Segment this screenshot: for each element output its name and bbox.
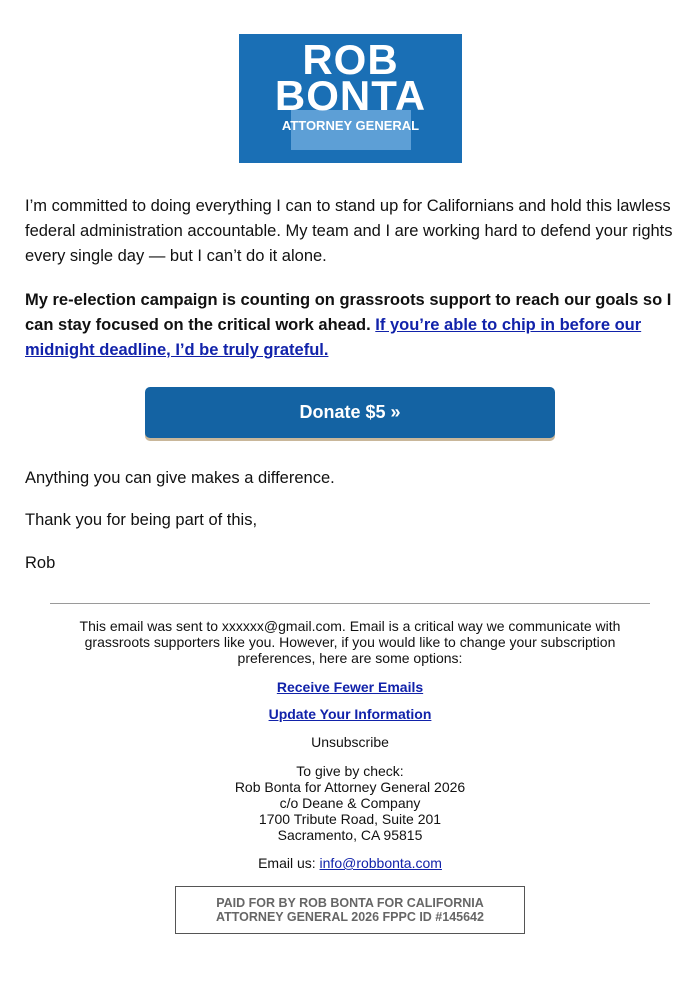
- email-us-label: Email us:: [258, 855, 316, 871]
- disclaimer-line-2: ATTORNEY GENERAL 2026 FPPC ID #145642: [216, 910, 484, 924]
- paid-for-disclaimer: [175, 886, 525, 934]
- chip-in-link[interactable]: If you’re able to chip in before our midnight deadline, I’d be truly grateful.: [25, 316, 642, 359]
- address-line-3: 1700 Tribute Road, Suite 201: [258, 811, 442, 827]
- update-info-row: [50, 706, 650, 722]
- signature: Rob: [25, 554, 56, 572]
- logo-office: ATTORNEY GENERAL: [281, 118, 420, 133]
- address-line-2: c/o Deane & Company: [279, 795, 421, 811]
- address-line-1: Rob Bonta for Attorney General 2026: [234, 779, 466, 795]
- address-line-4: Sacramento, CA 95815: [277, 827, 423, 843]
- donate-button[interactable]: Donate $5 »: [145, 387, 555, 438]
- fewer-emails-row: [50, 679, 650, 695]
- email-us-row: [50, 855, 650, 871]
- appeal-paragraph: [25, 288, 675, 363]
- footer-intro: This email was sent to xxxxxx@gmail.com. Email is a critical way we communicate with grassroots supporters like you. However, if you would like to change your subscription preferences, here are some options:: [79, 618, 621, 666]
- campaign-logo: [239, 34, 462, 163]
- intro-paragraph: I’m committed to doing everything I can to stand up for Californians and hold this lawless federal administration accountable. My team and I are working hard to defend your rights every single day — but I can’t do it alone.: [25, 197, 673, 265]
- receive-fewer-emails-link[interactable]: Receive Fewer Emails: [276, 679, 424, 695]
- unsubscribe-link[interactable]: Unsubscribe: [311, 734, 389, 750]
- check-heading: To give by check:: [296, 763, 404, 779]
- logo-first-name: ROB: [302, 36, 399, 83]
- disclaimer-line-1: PAID FOR BY ROB BONTA FOR CALIFORNIA: [216, 896, 484, 910]
- difference-paragraph: Anything you can give makes a difference.: [25, 469, 335, 487]
- footer-divider: [50, 603, 650, 604]
- thanks-paragraph: Thank you for being part of this,: [25, 511, 258, 529]
- email-address-link[interactable]: info@robbonta.com: [319, 855, 442, 871]
- update-information-link[interactable]: Update Your Information: [268, 706, 432, 722]
- mailing-address-block: [50, 763, 650, 843]
- logo-last-name: BONTA: [274, 72, 427, 119]
- appeal-bold-text: My re-election campaign is counting on grassroots support to reach our goals so I can stay focused on the critical work ahead.: [25, 291, 672, 334]
